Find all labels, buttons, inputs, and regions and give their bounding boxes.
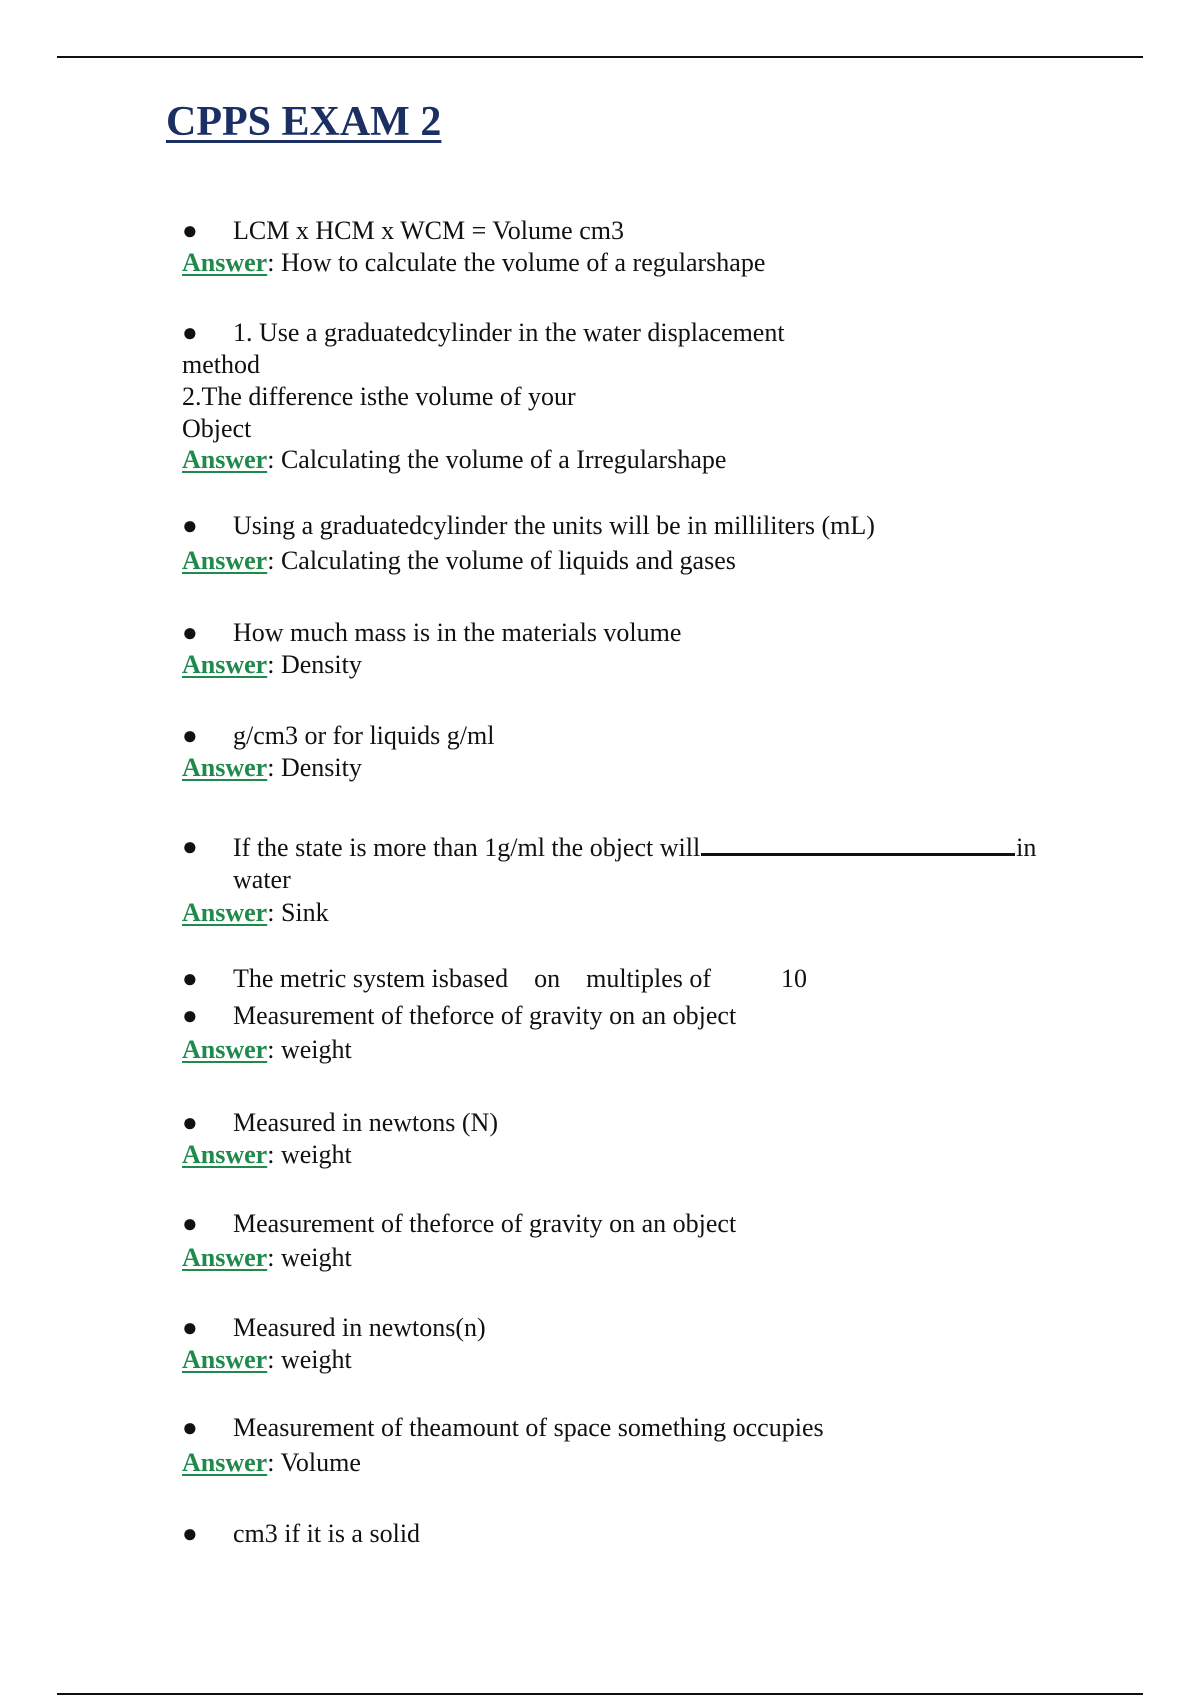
answer-text: weight bbox=[280, 1243, 352, 1272]
question-text: If the state is more than 1g/ml the object will bbox=[233, 833, 701, 862]
question-item bbox=[182, 317, 1140, 349]
answer-text: Density bbox=[280, 650, 362, 679]
question-item bbox=[182, 617, 1140, 649]
question-text: Measured in newtons(n) bbox=[233, 1313, 486, 1342]
answer-line: Answer: weight bbox=[182, 1345, 352, 1374]
bullet-icon: ● bbox=[182, 1313, 198, 1342]
answer-label: Answer bbox=[182, 753, 268, 782]
question-text: Using a graduatedcylinder the units will be in milliliters (mL) bbox=[233, 511, 875, 540]
question-continuation: 2.The difference isthe volume of your bbox=[182, 382, 576, 411]
question-item bbox=[182, 1107, 1140, 1139]
answer-label: Answer bbox=[182, 248, 268, 277]
bullet-icon: ● bbox=[182, 511, 198, 540]
bullet-icon: ● bbox=[182, 964, 198, 993]
answer-label: Answer bbox=[182, 546, 268, 575]
question-item bbox=[182, 831, 1140, 864]
bullet-icon: ● bbox=[182, 1413, 198, 1442]
question-item bbox=[182, 1312, 1140, 1344]
answer-text: Volume bbox=[280, 1448, 361, 1477]
bullet-icon: ● bbox=[182, 216, 198, 245]
question-text: Measurement of theamount of space something occupies bbox=[233, 1413, 824, 1442]
bullet-icon: ● bbox=[182, 318, 198, 347]
question-text: g/cm3 or for liquids g/ml bbox=[233, 721, 495, 750]
answer-line: Answer: How to calculate the volume of a regularshape bbox=[182, 248, 766, 277]
question-text: 1. Use a graduatedcylinder in the water displacement bbox=[233, 318, 785, 347]
question-continuation: method bbox=[182, 350, 260, 379]
answer-text: weight bbox=[280, 1140, 352, 1169]
answer-text: Sink bbox=[280, 898, 329, 927]
page-title: CPPS EXAM 2 bbox=[166, 99, 442, 145]
answer-text: Calculating the volume of liquids and gases bbox=[280, 546, 736, 575]
question-text: Measured in newtons (N) bbox=[233, 1108, 498, 1137]
question-item bbox=[182, 1208, 1140, 1240]
question-item bbox=[182, 963, 1140, 995]
bullet-icon: ● bbox=[182, 1001, 198, 1030]
question-text: Measurement of theforce of gravity on an object bbox=[233, 1209, 737, 1238]
answer-label: Answer bbox=[182, 1243, 268, 1272]
answer-label: Answer bbox=[182, 1140, 268, 1169]
question-text: How much mass is in the materials volume bbox=[233, 618, 682, 647]
answer-line: Answer: Density bbox=[182, 753, 362, 782]
bullet-icon: ● bbox=[182, 618, 198, 647]
question-text: LCM x HCM x WCM = Volume cm3 bbox=[233, 216, 624, 245]
question-item bbox=[182, 720, 1140, 752]
answer-line: Answer: Calculating the volume of liquids and gases bbox=[182, 546, 736, 575]
answer-text: weight bbox=[280, 1035, 352, 1064]
question-continuation: Object bbox=[182, 414, 252, 443]
question-item bbox=[182, 215, 1140, 247]
answer-label: Answer bbox=[182, 1345, 268, 1374]
answer-text: weight bbox=[280, 1345, 352, 1374]
answer-text: How to calculate the volume of a regularshape bbox=[280, 248, 766, 277]
bottom-rule bbox=[57, 1693, 1143, 1695]
bullet-icon: ● bbox=[182, 1519, 198, 1548]
answer-line: Answer: Sink bbox=[182, 898, 329, 927]
answer-line: Answer: Volume bbox=[182, 1448, 361, 1477]
question-continuation: water bbox=[233, 865, 291, 894]
question-item bbox=[182, 1412, 1140, 1444]
bullet-icon: ● bbox=[182, 721, 198, 750]
answer-line: Answer: weight bbox=[182, 1035, 352, 1064]
bullet-icon: ● bbox=[182, 1108, 198, 1137]
question-item bbox=[182, 1000, 1140, 1032]
top-rule bbox=[57, 56, 1143, 58]
question-text: cm3 if it is a solid bbox=[233, 1519, 421, 1548]
answer-label: Answer bbox=[182, 445, 268, 474]
question-text: on bbox=[534, 964, 561, 993]
bullet-icon: ● bbox=[182, 1209, 198, 1238]
question-text: Measurement of theforce of gravity on an object bbox=[233, 1001, 737, 1030]
bullet-icon: ● bbox=[182, 832, 198, 861]
answer-label: Answer bbox=[182, 650, 268, 679]
answer-line: Answer: Calculating the volume of a Irregularshape bbox=[182, 445, 727, 474]
answer-line: Answer: weight bbox=[182, 1243, 352, 1272]
answer-line: Answer: weight bbox=[182, 1140, 352, 1169]
answer-label: Answer bbox=[182, 1448, 268, 1477]
question-item bbox=[182, 510, 1140, 542]
question-text-after: in bbox=[1016, 833, 1037, 862]
answer-label: Answer bbox=[182, 898, 268, 927]
question-text: 10 bbox=[781, 964, 808, 993]
answer-line: Answer: Density bbox=[182, 650, 362, 679]
question-item bbox=[182, 1518, 1140, 1550]
question-text: The metric system isbased bbox=[233, 964, 509, 993]
answer-label: Answer bbox=[182, 1035, 268, 1064]
question-text: multiples of bbox=[586, 964, 712, 993]
fill-in-blank bbox=[701, 831, 1015, 856]
answer-text: Calculating the volume of a Irregularshape bbox=[280, 445, 727, 474]
answer-text: Density bbox=[280, 753, 362, 782]
